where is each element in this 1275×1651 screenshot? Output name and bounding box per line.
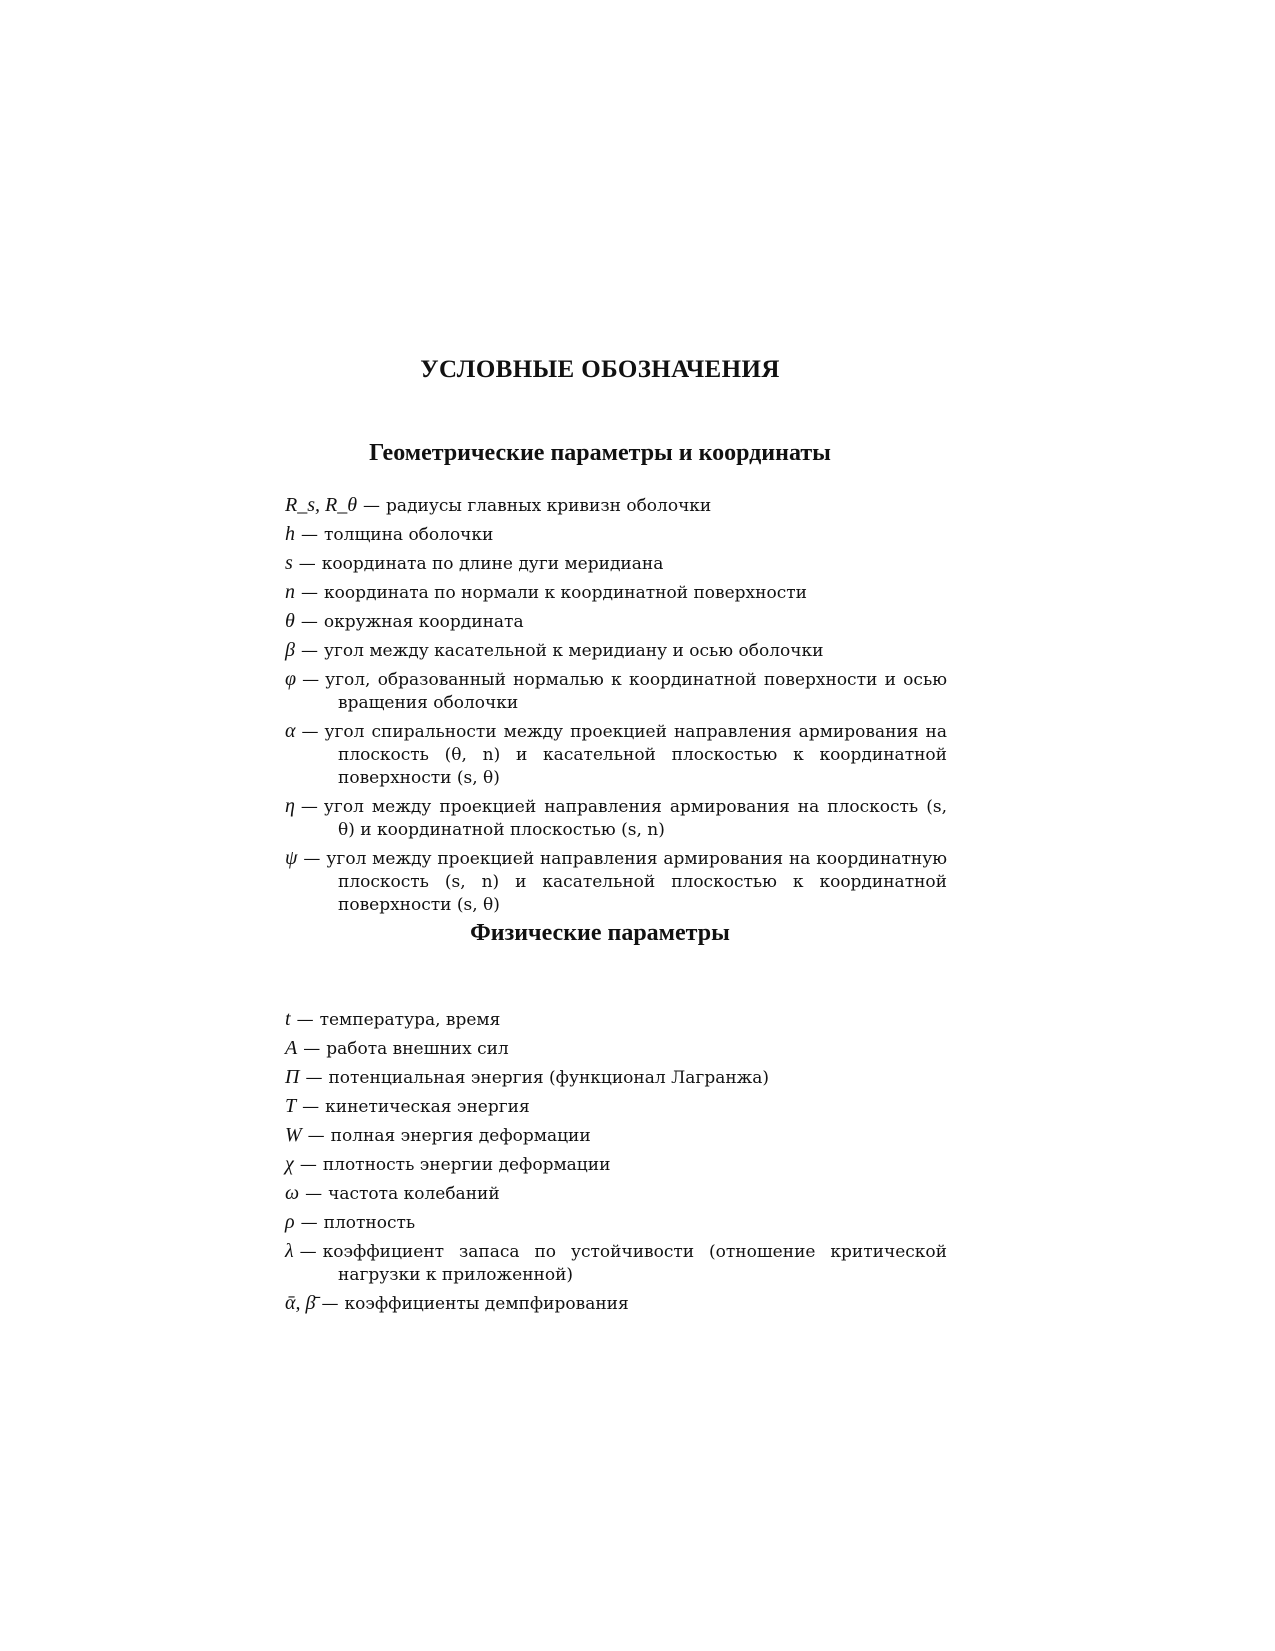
notation-description: угол, образованный нормалью к координатной поверхности и осью вращения оболочки — [325, 670, 947, 713]
dash: — — [298, 554, 316, 574]
notation-description: угол спиральности между проекцией направления армирования на плоскость (θ, n) и касательной плоскостью к координатной поверхности (s, θ) — [324, 722, 947, 788]
notation-item — [285, 610, 947, 634]
notation-symbol: η — [285, 795, 295, 817]
notation-item — [285, 1066, 947, 1090]
dash: — — [302, 670, 320, 690]
notation-item — [285, 795, 947, 842]
notation-list-physical — [285, 1008, 947, 1321]
notation-symbol: ᾱ, β̄ — [285, 1292, 316, 1314]
notation-item — [285, 720, 947, 790]
notation-item — [285, 1153, 947, 1177]
section-heading-geometric: Геометрические параметры и координаты — [369, 440, 831, 466]
notation-description: коэффициент запаса по устойчивости (отношение критической нагрузки к приложенной) — [322, 1242, 947, 1285]
notation-symbol: n — [285, 581, 295, 603]
notation-description: кинетическая энергия — [325, 1097, 530, 1117]
notation-description: окружная координата — [323, 612, 524, 632]
notation-item — [285, 1240, 947, 1287]
notation-symbol: α — [285, 720, 296, 742]
notation-description: радиусы главных кривизн оболочки — [386, 496, 712, 516]
notation-item — [285, 1008, 947, 1032]
dash: — — [302, 1097, 320, 1117]
notation-item — [285, 552, 947, 576]
notation-item — [285, 1211, 947, 1235]
dash: — — [305, 1068, 323, 1088]
notation-symbol: ω — [285, 1182, 300, 1204]
notation-symbol: θ — [285, 610, 295, 632]
notation-description: угол между проекцией направления армирования на плоскость (s, θ) и координатной плоскостью (s, n) — [323, 797, 947, 840]
dash: — — [296, 1010, 314, 1030]
notation-symbol: t — [285, 1008, 291, 1030]
notation-description: плотность — [323, 1213, 416, 1233]
notation-symbol: W — [285, 1124, 302, 1146]
dash: — — [321, 1294, 339, 1314]
dash: — — [300, 1213, 318, 1233]
section-heading-physical: Физические параметры — [470, 920, 730, 946]
notation-description: частота колебаний — [328, 1184, 500, 1204]
notation-symbol: β — [285, 639, 295, 661]
notation-symbol: R_s, R_θ — [285, 494, 358, 516]
notation-item — [285, 1182, 947, 1206]
notation-symbol: h — [285, 523, 295, 545]
dash: — — [300, 612, 318, 632]
notation-item — [285, 847, 947, 917]
dash: — — [301, 583, 318, 603]
notation-item — [285, 1037, 947, 1061]
notation-item — [285, 668, 947, 715]
notation-description: потенциальная энергия (функционал Лагранжа) — [328, 1068, 770, 1088]
page-title: УСЛОВНЫЕ ОБОЗНАЧЕНИЯ — [420, 356, 780, 383]
dash: — — [299, 1242, 317, 1262]
notation-description: работа внешних сил — [326, 1039, 509, 1059]
dash: — — [303, 849, 321, 869]
notation-description: координата по нормали к координатной поверхности — [324, 583, 807, 603]
notation-symbol: T — [285, 1095, 297, 1117]
dash: — — [299, 1155, 317, 1175]
notation-description: угол между касательной к меридиану и осью оболочки — [323, 641, 824, 661]
dash: — — [363, 496, 381, 516]
dash: — — [307, 1126, 325, 1146]
dash: — — [305, 1184, 323, 1204]
notation-symbol: Π — [285, 1066, 300, 1088]
notation-symbol: A — [285, 1037, 298, 1059]
notation-symbol: φ — [285, 668, 297, 690]
notation-item — [285, 1124, 947, 1148]
notation-item — [285, 494, 947, 518]
notation-symbol: s — [285, 552, 293, 574]
notation-list-geometric — [285, 494, 947, 922]
dash: — — [300, 641, 318, 661]
notation-symbol: ψ — [285, 847, 298, 869]
dash: — — [301, 525, 318, 545]
notation-item — [285, 1095, 947, 1119]
notation-description: полная энергия деформации — [330, 1126, 591, 1146]
notation-item — [285, 581, 947, 605]
notation-item — [285, 1292, 947, 1316]
notation-symbol: ρ — [285, 1211, 295, 1233]
notation-description: температура, время — [319, 1010, 501, 1030]
notation-symbol: λ — [285, 1240, 294, 1262]
notation-symbol: χ — [285, 1153, 294, 1175]
notation-description: угол между проекцией направления армирования на координатную плоскость (s, n) и касательной плоскостью к координатной поверхности (s, θ) — [326, 849, 947, 915]
dash: — — [300, 797, 318, 817]
notation-item — [285, 523, 947, 547]
notation-description: координата по длине дуги меридиана — [321, 554, 664, 574]
dash: — — [303, 1039, 321, 1059]
notation-description: коэффициенты демпфирования — [344, 1294, 629, 1314]
notation-item — [285, 639, 947, 663]
notation-description: плотность энергии деформации — [322, 1155, 611, 1175]
dash: — — [301, 722, 319, 742]
notation-description: толщина оболочки — [324, 525, 494, 545]
